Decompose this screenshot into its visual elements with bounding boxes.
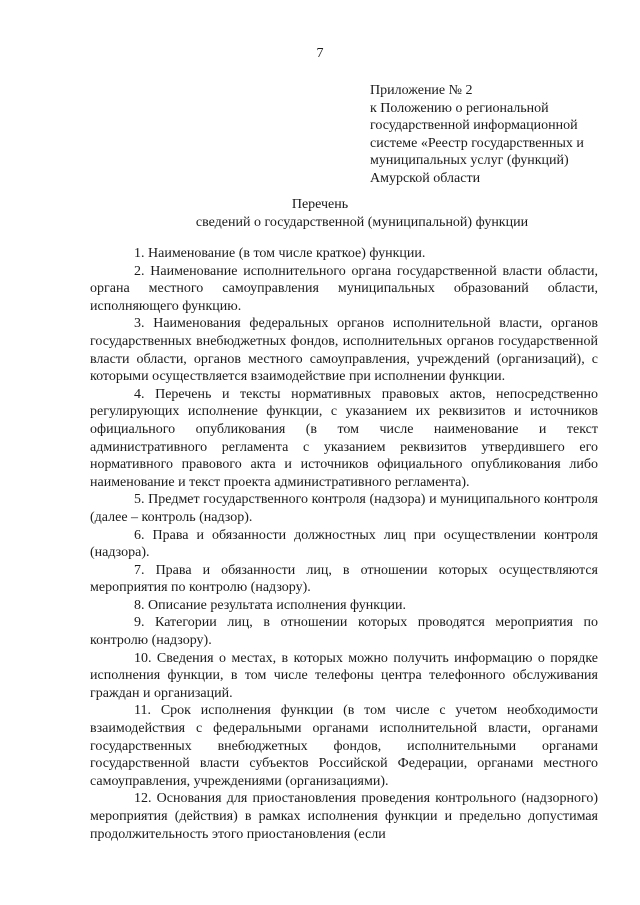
appendix-line: системе «Реестр государственных и bbox=[370, 135, 584, 151]
list-item: 5. Предмет государственного контроля (надзора) и муниципального контроля (далее – контроль (надзор). bbox=[90, 492, 598, 525]
appendix-line: муниципальных услуг (функций) bbox=[370, 153, 569, 169]
list-item: 1. Наименование (в том числе краткое) функции. bbox=[134, 246, 426, 261]
list-item: 2. Наименование исполнительного органа государственной власти области, органа местного самоуправления муниципальных образований области, исполняющего функцию. bbox=[90, 263, 598, 314]
list-item: 7. Права и обязанности лиц, в отношении которых осуществляются мероприятия по контролю (надзору). bbox=[90, 562, 598, 596]
list-item: 10. Сведения о местах, в которых можно получить информацию о порядке исполнения функции, в том числе телефоны центра телефонного обслуживания граждан и организаций. bbox=[90, 650, 598, 701]
items-list bbox=[90, 245, 598, 843]
list-item: 12. Основания для приостановления проведения контрольного (надзорного) мероприятия (действия) в рамках исполнения функции и предельно допустимая продолжительность этого приостановления (если bbox=[90, 791, 598, 842]
heading-title: Перечень bbox=[291, 197, 349, 212]
appendix-line: Амурской области bbox=[370, 170, 481, 186]
document-heading bbox=[0, 196, 640, 232]
list-item: 4. Перечень и тексты нормативных правовых актов, непосредственно регулирующих исполнение функции, с указанием их реквизитов и источников официального опубликования (в том числе наименование и текст административного регламента с указанием реквизитов утвердившего его нормативного правового акта и источников официального опубликования либо наименование и текст проекта административного регламента). bbox=[90, 386, 598, 490]
appendix-header bbox=[370, 82, 632, 188]
appendix-line: Приложение № 2 bbox=[370, 83, 473, 98]
list-item: 9. Категории лиц, в отношении которых проводятся мероприятия по контролю (надзору). bbox=[90, 615, 598, 649]
list-item: 3. Наименования федеральных органов исполнительной власти, органов государственных внебюджетных фондов, исполнительных органов государственной власти области, органов местного самоуправления, учреждений (организаций), с которыми осуществляется взаимодействие при исполнении функции. bbox=[90, 316, 598, 385]
list-item: 8. Описание результата исполнения функции. bbox=[134, 597, 407, 613]
list-item: 6. Права и обязанности должностных лиц при осуществлении контроля (надзора). bbox=[90, 527, 598, 561]
appendix-line: к Положению о региональной bbox=[370, 100, 549, 116]
page-number: 7 bbox=[316, 46, 324, 61]
appendix-line: государственной информационной bbox=[370, 118, 578, 134]
list-item: 11. Срок исполнения функции (в том числе с учетом необходимости взаимодействия с федеральными органами исполнительной власти, органами государственных внебюджетных фондов, исполнительными органами государственной власти субъектов Российской Федерации, органами местного самоуправления, учреждениями (организациями). bbox=[90, 703, 598, 789]
heading-subtitle: сведений о государственной (муниципальной) функции bbox=[195, 215, 529, 230]
